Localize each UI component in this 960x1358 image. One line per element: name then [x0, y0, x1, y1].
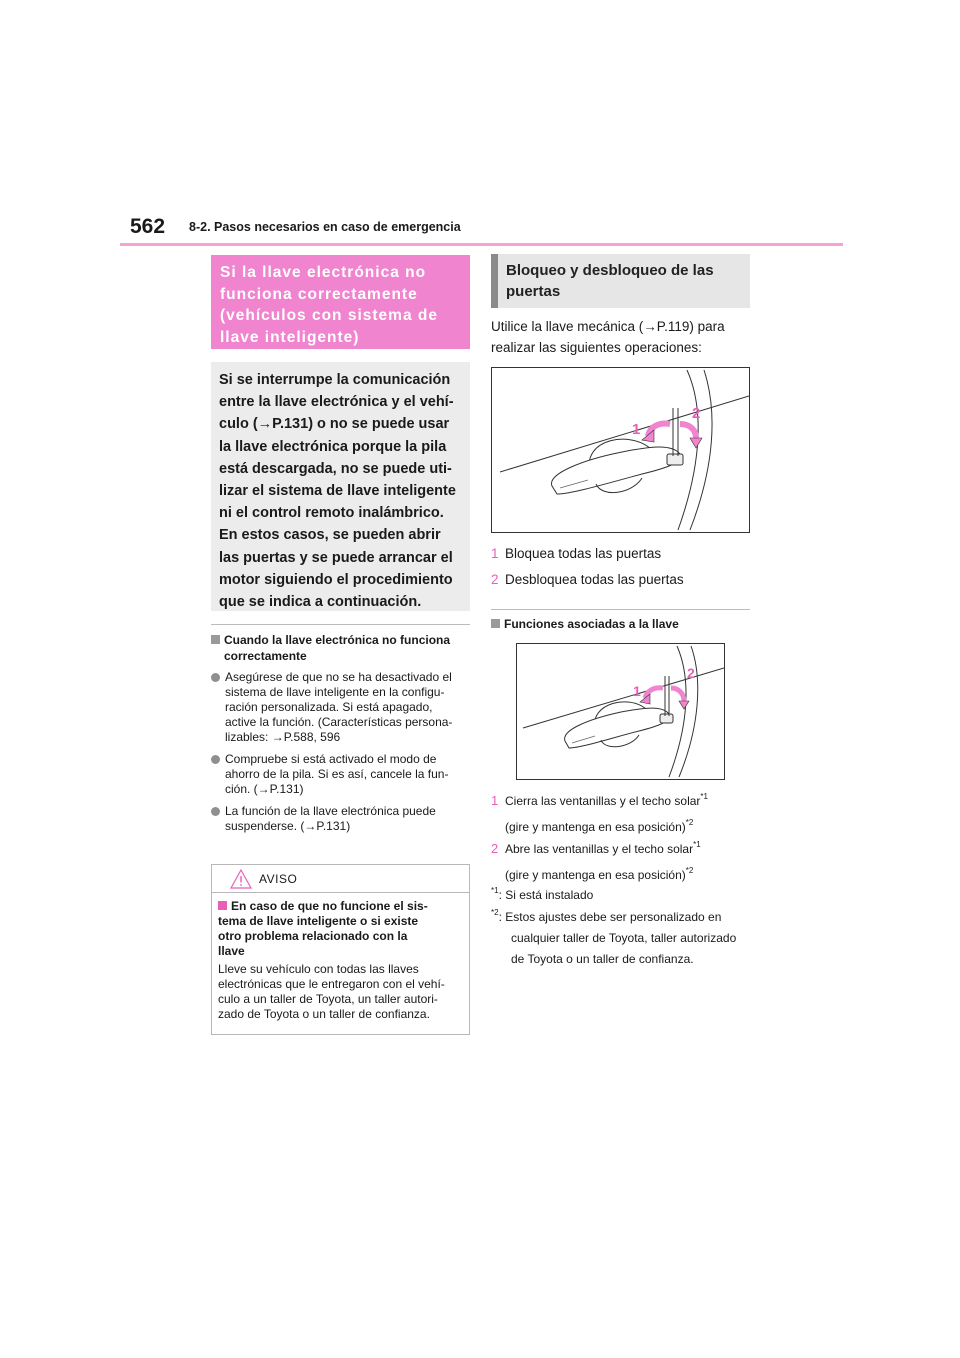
page-number: 562 [130, 215, 166, 238]
intro-line: está descargada, no se puede uti- [219, 460, 452, 477]
bullet-line: active la función. (Características persona- [225, 715, 453, 729]
warning-label: AVISO [259, 872, 298, 886]
footnote-ref: *2 [685, 866, 694, 875]
step-text: Cierra las ventanillas y el techo solar [505, 794, 701, 808]
intro-line: Si se interrumpe la comunicación [219, 372, 451, 388]
step-number: 2 [491, 572, 499, 587]
footnote-line: : Si está instalado [498, 888, 594, 902]
step-number: 1 [491, 546, 499, 561]
footnote-mark: *1 [491, 886, 499, 895]
square-bullet-icon [211, 635, 220, 644]
function-step [491, 834, 701, 886]
note-heading-line: Cuando la llave electrónica no funciona [224, 633, 451, 647]
warning-text-line: culo a un taller de Toyota, un taller autori- [218, 992, 438, 1006]
right-intro [491, 316, 753, 358]
footnote-line: cualquier taller de Toyota, taller autorizado [511, 931, 737, 945]
right-title-line: puertas [506, 283, 561, 300]
divider [211, 624, 470, 625]
warning-text [218, 962, 463, 1022]
right-section-title [491, 254, 750, 308]
bullet-line: La función de la llave electrónica puede [225, 804, 436, 818]
list-item [211, 804, 473, 834]
door-handle-illustration [491, 367, 750, 533]
left-title-line: llave inteligente) [220, 328, 360, 346]
functions-heading [491, 617, 679, 631]
intro-line: entre la llave electrónica y el vehí- [219, 394, 454, 411]
intro-line: las puertas y se puede arrancar el [219, 549, 453, 566]
right-intro-line: Utilice la llave mecánica (→P.119) para [491, 319, 725, 334]
left-title-line: Si la llave electrónica no [220, 264, 427, 281]
step-item [491, 572, 684, 587]
footnote-mark: *2 [491, 908, 499, 917]
bullet-line: ración personalizada. Si está apagado, [225, 700, 433, 714]
bullet-line: suspenderse. (→P.131) [225, 819, 351, 833]
list-item [211, 670, 473, 745]
right-title-line: Bloqueo y desbloqueo de las [506, 262, 714, 279]
list-item [211, 752, 473, 797]
bullet-dot-icon [211, 807, 220, 816]
right-intro-line: realizar las siguientes operaciones: [491, 340, 702, 355]
footnote-ref: *1 [693, 840, 701, 849]
step-text: Bloquea todas las puertas [505, 546, 662, 561]
warning-body [212, 893, 469, 1022]
intro-line: la llave electrónica porque la pila [219, 438, 447, 455]
bullet-line: Asegúrese de que no se ha desactivado el [225, 670, 452, 684]
left-title-line: funciona correctamente [220, 285, 418, 303]
right-title [506, 260, 714, 302]
intro-line: En estos casos, se pueden abrir [219, 527, 441, 544]
bullet-list [211, 670, 473, 841]
warning-heading-line: tema de llave inteligente o si existe [218, 914, 419, 928]
bullet-dot-icon [211, 755, 220, 764]
footnote [491, 902, 736, 970]
step-text: (gire y mantenga en esa posición) [505, 820, 686, 834]
step-text: Abre las ventanillas y el techo solar [505, 842, 694, 856]
warning-heading-line: otro problema relacionado con la [218, 929, 408, 943]
functions-heading-text: Funciones asociadas a la llave [504, 617, 679, 631]
intro-line: lizar el sistema de llave inteligente [219, 483, 456, 500]
warning-text-line: Lleve su vehículo con todas las llaves [218, 962, 419, 976]
warning-text-line: zado de Toyota o un taller de confianza. [218, 1007, 430, 1021]
step-text: (gire y mantenga en esa posición) [505, 868, 686, 882]
left-title-line: (vehículos con sistema de [220, 307, 438, 324]
warning-header [212, 865, 469, 893]
step-number: 1 [491, 793, 499, 808]
figure-label: 1 [633, 683, 641, 699]
figure-label: 2 [692, 405, 701, 422]
step-text: Desbloquea todas las puertas [505, 572, 684, 587]
step-item [491, 546, 661, 561]
intro-box [211, 362, 470, 611]
warning-heading [218, 899, 463, 959]
bullet-dot-icon [211, 673, 220, 682]
warning-heading-line: En caso de que no funcione el sis- [231, 899, 428, 913]
warning-box [211, 864, 470, 1035]
divider [491, 609, 750, 610]
intro-line: que se indica a continuación. [219, 594, 422, 611]
left-section-title [211, 255, 470, 349]
warning-heading-line: llave [218, 944, 245, 958]
footnote-line: de Toyota o un taller de confianza. [511, 952, 694, 966]
intro-line: ni el control remoto inalámbrico. [219, 505, 444, 522]
bullet-line: sistema de llave inteligente en la configu- [225, 685, 445, 699]
bullet-line: ahorro de la pila. Si es así, cancele la fun- [225, 767, 449, 781]
footnote-line: : Estos ajustes debe ser personalizado en [498, 910, 722, 924]
footnote-ref: *1 [700, 792, 708, 801]
footnote-ref: *2 [685, 818, 694, 827]
warning-text-line: electrónicas que le entregaron con el vehí- [218, 977, 445, 991]
square-bullet-icon [491, 619, 500, 628]
warning-triangle-icon [230, 869, 252, 889]
bullet-line: Compruebe si está activado el modo de [225, 752, 437, 766]
figure-label: 2 [687, 665, 695, 681]
step-number: 2 [491, 841, 499, 856]
bullet-line: lizables: →P.588, 596 [225, 730, 341, 744]
intro-line: motor siguiendo el procedimiento [219, 571, 453, 588]
square-bullet-icon [218, 901, 227, 910]
note-heading [211, 632, 471, 664]
note-heading-line: correctamente [224, 649, 307, 663]
section-title: 8-2. Pasos necesarios en caso de emergencia [189, 220, 461, 234]
title-accent-bar [491, 254, 498, 308]
intro-line: culo (→P.131) o no se puede usar [219, 416, 450, 433]
bullet-line: ción. (→P.131) [225, 782, 304, 796]
door-handle-illustration-2 [516, 643, 725, 780]
figure-label: 1 [632, 421, 641, 438]
function-step [491, 786, 708, 838]
header-rule [120, 243, 843, 246]
